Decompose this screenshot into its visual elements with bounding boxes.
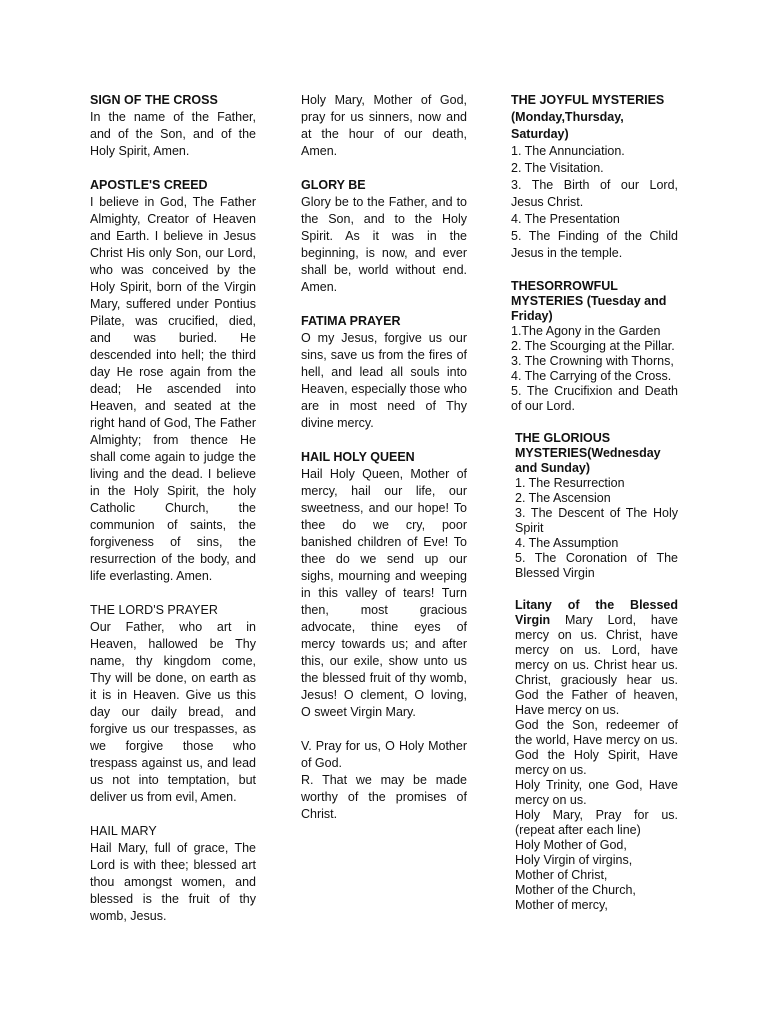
- glorious-mysteries-section: [511, 431, 678, 581]
- hail-mary-text: Hail Mary, full of grace, The Lord is with thee; blessed art thou amongst women, and blessed is the fruit of thy womb, Jesus.: [90, 841, 256, 923]
- apostles-creed-heading: APOSTLE'S CREED: [90, 178, 208, 192]
- hail-holy-queen-text: Hail Holy Queen, Mother of mercy, hail our life, our sweetness, and our hope! To thee do we cry, poor banished children of Eve! To thee do we send up our sighs, mourning and weeping in this valley of tears! Turn then, most gracious advocate, thine eyes of mercy towards us; and after this, our exile, show unto us the blessed fruit of thy womb, Jesus! O clement, O loving, O sweet Virgin Mary.: [301, 467, 467, 719]
- sorrowful-mysteries-list: [511, 324, 678, 414]
- sign-of-the-cross-section: [90, 92, 256, 160]
- lords-prayer-section: [90, 602, 256, 806]
- sign-of-the-cross-heading: SIGN OF THE CROSS: [90, 93, 218, 107]
- list-item: 2. The Ascension: [515, 491, 611, 505]
- column-left: [90, 92, 256, 925]
- hail-mary-heading: HAIL MARY: [90, 824, 157, 838]
- joyful-mysteries-section: [511, 92, 678, 262]
- glory-be-heading: GLORY BE: [301, 178, 366, 192]
- joyful-mysteries-heading: THE JOYFUL MYSTERIES: [511, 93, 665, 107]
- glorious-mysteries-heading: THE GLORIOUS MYSTERIES(Wednesday and Sunday): [515, 431, 661, 475]
- list-item: 4. The Carrying of the Cross.: [511, 369, 672, 383]
- litany-text-block: [515, 598, 678, 913]
- column-middle: [301, 92, 467, 823]
- hail-holy-queen-heading: HAIL HOLY QUEEN: [301, 450, 415, 464]
- joyful-mysteries-list: [511, 143, 678, 262]
- list-item: 5. The Coronation of The Blessed Virgin: [515, 551, 678, 580]
- column-right: [511, 92, 678, 913]
- litany-section: [511, 598, 678, 913]
- list-item: 5. The Finding of the Child Jesus in the temple.: [511, 229, 678, 260]
- hail-mary-continuation: Holy Mary, Mother of God, pray for us sinners, now and at the hour of our death, Amen.: [301, 93, 467, 158]
- list-item: 1.The Agony in the Garden: [511, 324, 661, 338]
- list-item: 1. The Resurrection: [515, 476, 625, 490]
- glorious-mysteries-list: [515, 476, 678, 581]
- apostles-creed-text: I believe in God, The Father Almighty, Creator of Heaven and Earth. I believe in Jesus Christ His only Son, our Lord, who was conceived by the Holy Spirit, born of the Virgin Mary, suffered under Pontius Pilate, was crucified, died, and was buried. He descended into hell; the third day He rose again from the dead; He ascended into Heaven, and seated at the right hand of God, The Father Almighty; from thence He shall come again to judge the living and the dead. I believe in the Holy Spirit, the holy Catholic Church, the communion of saints, the forgiveness of sins, the resurrection of the body, and life everlasting. Amen.: [90, 195, 256, 583]
- versicle-text: V. Pray for us, O Holy Mother of God.: [301, 739, 467, 770]
- list-item: 2. The Visitation.: [511, 161, 604, 175]
- response-text: R. That we may be made worthy of the promises of Christ.: [301, 773, 467, 821]
- sign-of-the-cross-text: In the name of the Father, and of the Son, and of the Holy Spirit, Amen.: [90, 110, 256, 158]
- list-item: 4. The Presentation: [511, 212, 620, 226]
- glory-be-text: Glory be to the Father, and to the Son, and to the Holy Spirit. As it was in the beginning, is now, and ever shall be, world without end. Amen.: [301, 195, 467, 294]
- hail-mary-section: [90, 823, 256, 925]
- litany-heading: Litany of the Blessed Virgin: [515, 598, 678, 627]
- fatima-prayer-heading: FATIMA PRAYER: [301, 314, 401, 328]
- list-item: 2. The Scourging at the Pillar.: [511, 339, 675, 353]
- hail-holy-queen-section: [301, 449, 467, 721]
- list-item: 3. The Birth of our Lord, Jesus Christ.: [511, 178, 678, 209]
- sorrowful-mysteries-heading: THESORROWFUL MYSTERIES (Tuesday and Friday): [511, 279, 667, 323]
- glory-be-section: [301, 177, 467, 296]
- list-item: 3. The Descent of The Holy Spirit: [515, 506, 678, 535]
- fatima-prayer-section: [301, 313, 467, 432]
- list-item: 1. The Annunciation.: [511, 144, 625, 158]
- lords-prayer-text: Our Father, who art in Heaven, hallowed be Thy name, thy kingdom come, Thy will be done, on earth as it is in Heaven. Give us this day our daily bread, and forgive us our trespasses, as we forgive those who trespass against us, and lead us not into temptation, but deliver us from evil, Amen.: [90, 620, 256, 804]
- apostles-creed-section: [90, 177, 256, 585]
- joyful-mysteries-days: (Monday,Thursday, Saturday): [511, 110, 624, 141]
- list-item: 5. The Crucifixion and Death of our Lord.: [511, 384, 678, 413]
- fatima-prayer-text: O my Jesus, forgive us our sins, save us from the fires of hell, and lead all souls into Heaven, especially those who are in most need of Thy divine mercy.: [301, 331, 467, 430]
- litany-text: Mary Lord, have mercy on us. Christ, have mercy on us. Lord, have mercy on us. Christ hear us. Christ, graciously hear us. God the Father of heaven, Have mercy on us. God the Son, redeemer of the world, Have mercy on us. God the Holy Spirit, Have mercy on us. Holy Trinity, one God, Have mercy on us. Holy Mary, Pray for us. (repeat after each line) Holy Mother of God, Holy Virgin of virgins, Mother of Christ, Mother of the Church, Mother of mercy,: [515, 613, 678, 912]
- list-item: 4. The Assumption: [515, 536, 619, 550]
- lords-prayer-heading: THE LORD'S PRAYER: [90, 603, 218, 617]
- sorrowful-mysteries-section: [511, 279, 678, 414]
- list-item: 3. The Crowning with Thorns,: [511, 354, 674, 368]
